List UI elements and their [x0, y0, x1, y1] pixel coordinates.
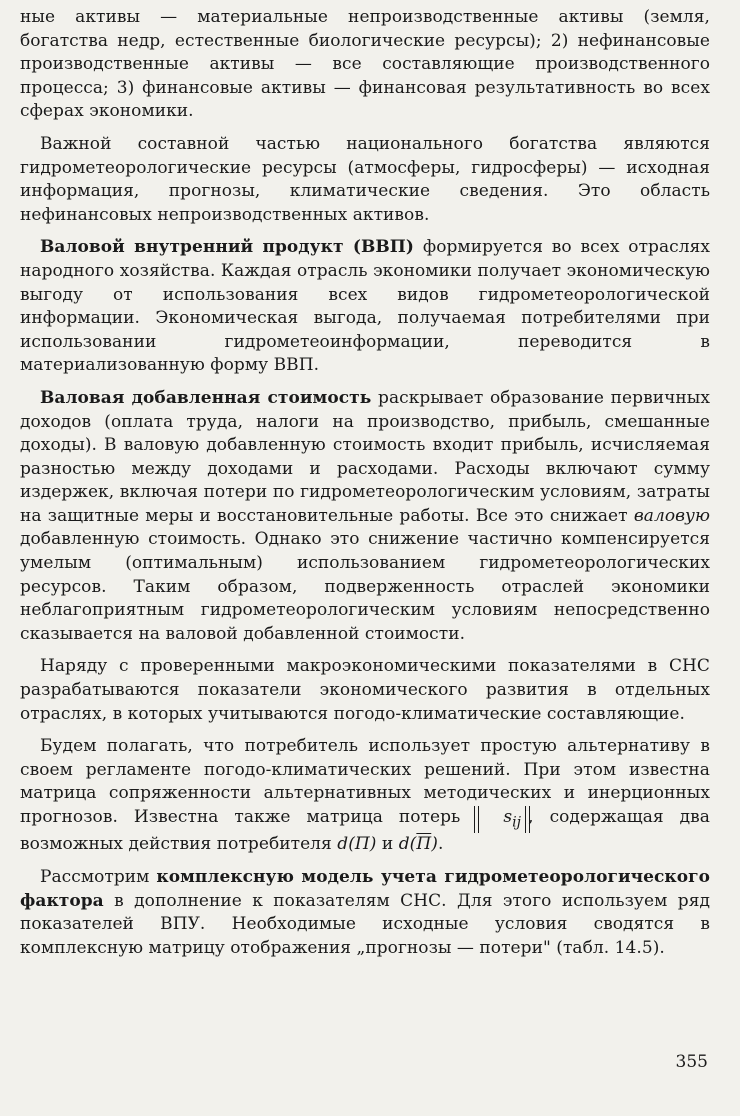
conjunction-and: и	[376, 834, 399, 855]
loss-matrix-symbol	[478, 806, 526, 833]
paragraph-gdp-text: формируется во всех отраслях народного хозяйства. Каждая отрасль экономики получает экономическую выгоду от использования всех видов гидрометеорологической информации. Экономическая выгода, получаемая потребителями при использовании гидрометеоинформации, переводится в материализованную форму ВВП.	[20, 237, 710, 376]
term-gdp: Валовой внутренний продукт (ВВП)	[40, 237, 415, 258]
paragraph-gva-text-a: раскрывает образование первичных доходов (оплата труда, налоги на производство, прибыль, смешанные доходы). В валовую добавленную стоимость входит прибыль, исчисляемая разностью между доходами и расходами. Расходы включают сумму издержек, включая потери по гидрометеорологическим условиям, затраты на защитные меры и восстановительные работы. Все это снижает	[20, 387, 710, 526]
paragraph-assets-text: ные активы — материальные непроизводственные активы (земля, богатства недр, естественные биологические ресурсы); 2) нефинансовые производственные активы — все составляющие производственного процесса; 3) финансовые активы — финансовая результативность во всех сферах экономики.	[20, 7, 710, 122]
term-complex-model: комплексную модель учета гидрометеорологического фактора	[20, 866, 710, 911]
paragraph-consumer-end: .	[437, 834, 444, 855]
loss-matrix-subscript: ij	[512, 814, 522, 831]
paragraph-gva-text-b: добавленную стоимость. Однако это снижение частично компенсируется умелым (оптимальным) использованием гидрометеорологических ресурсов. Таким образом, подверженность отраслей экономики неблагоприятным гидрометеорологическим условиям непосредственно сказывается на валовой добавленной стоимости.	[20, 529, 710, 644]
document-page	[20, 6, 710, 969]
term-gross-italic: валовую	[633, 505, 710, 526]
paragraph-assets	[20, 6, 710, 124]
action-d-not-p-pre: d(	[398, 834, 417, 855]
action-d-not-p-bar: П	[416, 834, 432, 855]
term-gross-value-added: Валовая добавленная стоимость	[40, 387, 372, 408]
page-number: 355	[675, 1052, 708, 1072]
paragraph-sns-text: Наряду с проверенными макроэкономическими показателями в СНС разрабатываются показатели экономического развития в отдельных отраслях, в которых учитываются погодо-климатические составляющие.	[20, 656, 710, 724]
paragraph-consumer-text-b: , содержащая два возможных действия потребителя	[20, 807, 710, 855]
action-d-not-p	[399, 834, 438, 854]
paragraph-consumer-text-a: Будем полагать, что потребитель использует простую альтернативу в своем регламенте погодо-климатических решений. При этом известна матрица сопряженности альтернативных методических и инерционных прогнозов. Известна также матрица потерь	[20, 736, 710, 827]
paragraph-hydromet-text: Важной составной частью национального богатства являются гидрометеорологические ресурсы (атмосферы, гидросферы) — исходная информация, прогнозы, климатические сведения. Это область нефинансовых непроизводственных активов.	[20, 133, 710, 225]
paragraph-complex-model	[20, 866, 710, 960]
paragraph-model-text-b: в дополнение к показателям СНС. Для этого используем ряд показателей ВПУ. Необходимые исходные условия сводятся в комплексную матрицу отображения „прогнозы — потери" (табл. 14.5).	[20, 890, 710, 958]
paragraph-gdp	[20, 236, 710, 378]
paragraph-sns-indicators	[20, 655, 710, 726]
action-d-not-p-post: )	[431, 834, 438, 855]
action-d-p: d(П)	[337, 834, 377, 855]
paragraph-consumer-alternative	[20, 735, 710, 857]
paragraph-model-text-a: Рассмотрим	[40, 866, 157, 887]
paragraph-gross-value-added	[20, 387, 710, 647]
loss-matrix-s: s	[503, 807, 513, 827]
paragraph-hydromet-resources	[20, 133, 710, 227]
